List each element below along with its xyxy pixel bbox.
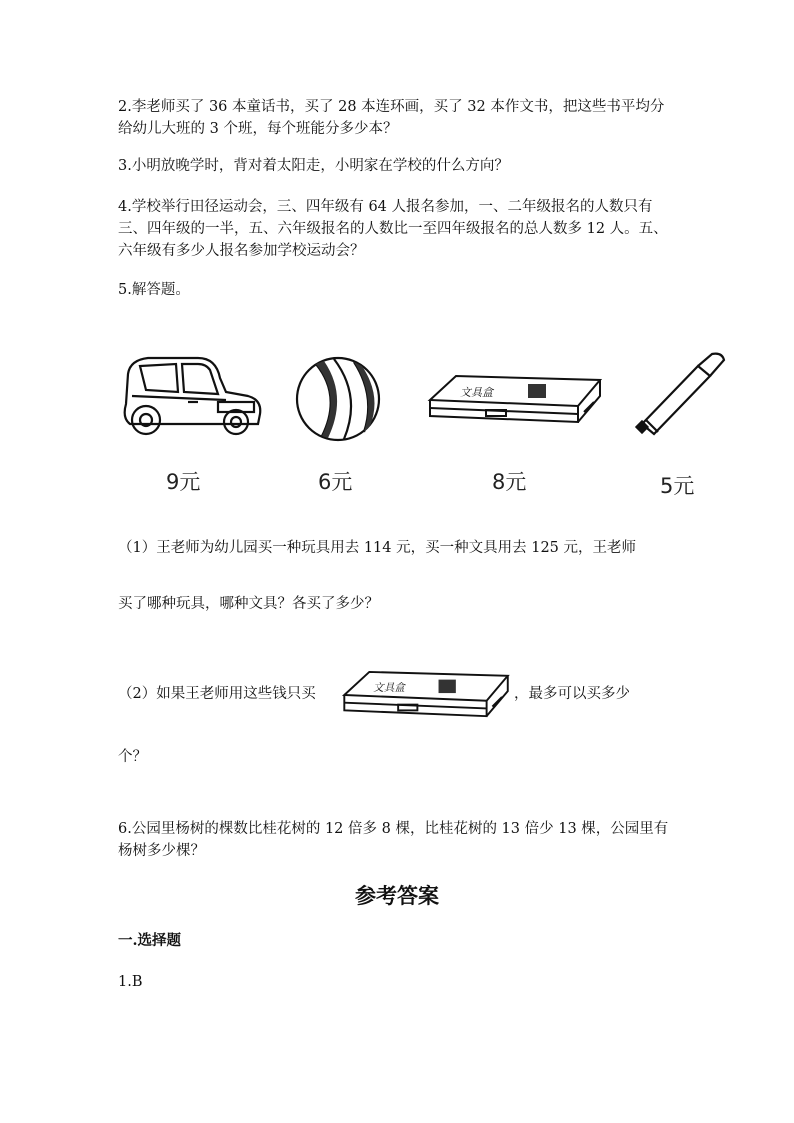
answers-section-heading: 一.选择题: [118, 932, 182, 949]
question-6: 6.公园里杨树的棵数比桂花树的 12 倍多 8 棵，比桂花树的 13 倍少 13 棵，公园里有杨树多少棵？: [118, 821, 669, 859]
ball-illustration: [294, 356, 382, 442]
answers-title: 参考答案: [355, 883, 439, 908]
toy-car-illustration: [118, 352, 268, 436]
answer-1: 1.B: [118, 974, 143, 990]
pencil-box-label: 文具盒: [460, 386, 493, 399]
question-2: 2.李老师买了 36 本童话书，买了 28 本连环画，买了 32 本作文书，把这些书平均分给幼儿大班的 3 个班，每个班能分多少本？: [118, 99, 665, 137]
question-4: 4.学校举行田径运动会，三、四年级有 64 人报名参加，一、二年级报名的人数只有三、四年级的一半，五、六年级报名的人数比一至四年级报名的总人数多 12 人。五、六年级有多少人报名参加学校运动会？: [118, 199, 668, 259]
box-price: 8元: [492, 470, 527, 494]
inline-pencil-box-illustration: [342, 670, 512, 720]
question-5-part-2-line-1b: ，最多可以买多少: [514, 686, 630, 702]
ball-price: 6元: [318, 470, 353, 494]
question-5-part-1-line-1: （1）王老师为幼儿园买一种玩具用去 114 元，买一种文具用去 125 元，王老师: [118, 540, 637, 556]
pen-price: 5元: [660, 474, 695, 498]
pen-illustration: [636, 352, 728, 436]
question-5-part-1-line-2: 买了哪种玩具，哪种文具？各买了多少？: [118, 596, 379, 612]
question-5-part-2-line-2: 个？: [118, 749, 147, 765]
pencil-box-illustration: [428, 374, 604, 426]
question-5: 5.解答题。: [118, 282, 190, 298]
question-3: 3.小明放晚学时，背对着太阳走，小明家在学校的什么方向？: [118, 158, 509, 174]
inline-pencil-box-label: 文具盒: [373, 682, 405, 695]
car-price: 9元: [166, 470, 201, 494]
question-5-part-2-line-1a: （2）如果王老师用这些钱只买: [118, 686, 316, 702]
